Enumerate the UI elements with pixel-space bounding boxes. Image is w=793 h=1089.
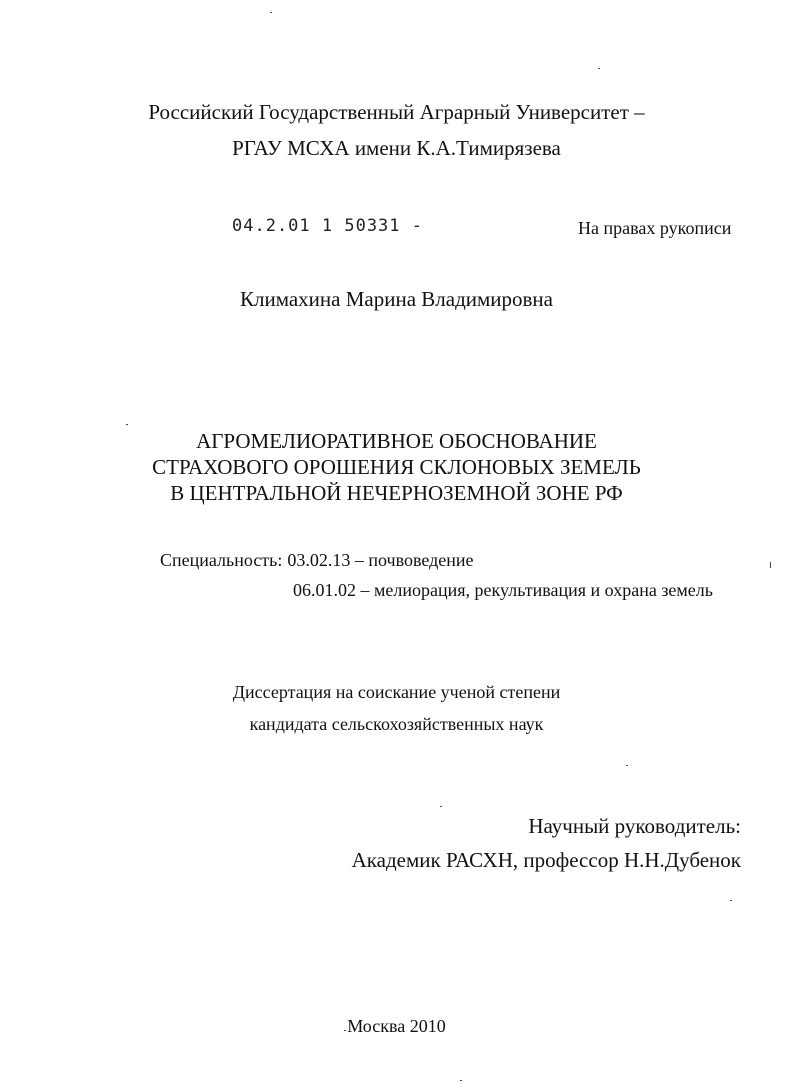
specialty-line1 [160, 550, 474, 571]
scan-speck [440, 806, 442, 807]
specialty-item1: 03.02.13 – почвоведение [287, 550, 474, 570]
scan-speck [344, 1030, 346, 1031]
dissertation-degree-line1: Диссертация на соискание ученой степени [232, 682, 561, 702]
scan-speck [270, 12, 272, 13]
catalog-number-stamp: 04.2.01 1 50331 - [232, 216, 423, 236]
title-line3: В ЦЕНТРАЛЬНОЙ НЕЧЕРНОЗЕМНОЙ ЗОНЕ РФ [170, 481, 623, 505]
supervisor-name: Академик РАСХН, профессор Н.Н.Дубенок [351, 848, 741, 872]
title-line1: АГРОМЕЛИОРАТИВНОЕ ОБОСНОВАНИЕ [196, 429, 597, 453]
scan-speck [126, 424, 128, 425]
rights-notice: На правах рукописи [578, 218, 732, 238]
supervisor-label: Научный руководитель: [528, 814, 741, 838]
title-line2: СТРАХОВОГО ОРОШЕНИЯ СКЛОНОВЫХ ЗЕМЕЛЬ [152, 455, 641, 479]
scan-speck [730, 900, 732, 901]
scan-speck [770, 562, 771, 568]
specialty-label: Специальность: [160, 550, 283, 570]
university-name-line2: РГАУ МСХА имени К.А.Тимирязева [232, 136, 561, 160]
scan-speck [598, 68, 600, 69]
author-name: Климахина Марина Владимировна [239, 287, 553, 311]
dissertation-title [0, 428, 793, 506]
scan-speck [460, 1080, 462, 1081]
city-year: Москва 2010 [347, 1016, 446, 1036]
specialty-item2: 06.01.02 – мелиорация, рекультивация и охрана земель [293, 580, 713, 600]
dissertation-degree-line2: кандидата сельскохозяйственных наук [249, 714, 544, 734]
university-name-line1: Российский Государственный Аграрный Университет – [148, 100, 645, 124]
scan-speck [626, 765, 628, 766]
